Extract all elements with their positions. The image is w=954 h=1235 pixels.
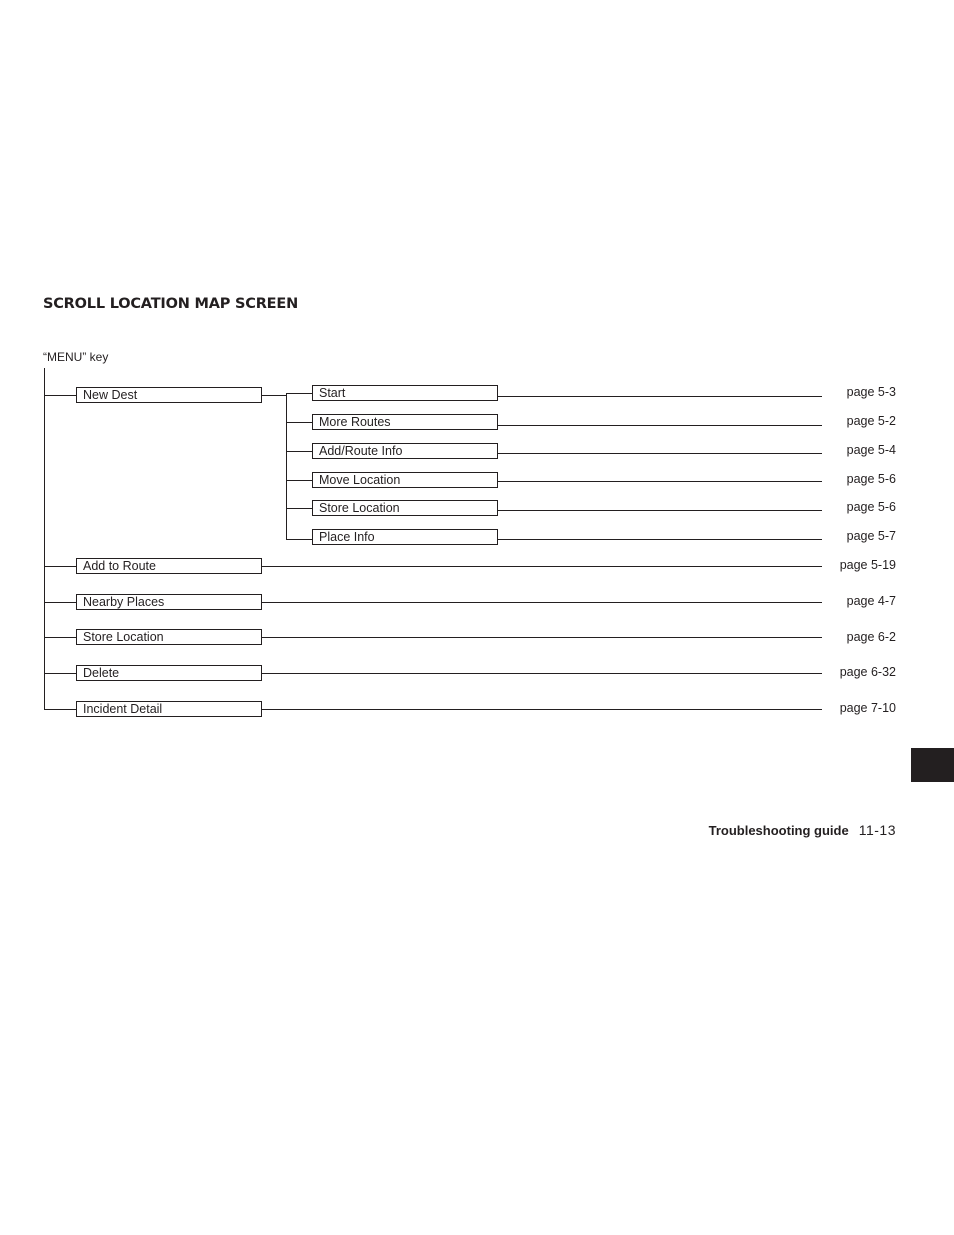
leader-line [262, 673, 822, 674]
page-ref-add-route-info: page 5-4 [846, 443, 896, 457]
menu-item-delete[interactable]: Delete [76, 665, 262, 681]
connector-line [44, 566, 76, 567]
page-ref-more-routes: page 5-2 [846, 414, 896, 428]
connector-line [44, 602, 76, 603]
branch-line [286, 393, 287, 540]
menu-key-label: “MENU” key [43, 350, 109, 364]
page-ref-start: page 5-3 [846, 385, 896, 399]
leader-line [498, 539, 822, 540]
connector-line [286, 393, 312, 394]
footer-page-number: 11-13 [858, 822, 896, 838]
page-ref-place-info: page 5-7 [846, 529, 896, 543]
leader-line [498, 396, 822, 397]
submenu-item-start[interactable]: Start [312, 385, 498, 401]
menu-item-new-dest[interactable]: New Dest [76, 387, 262, 403]
submenu-item-add-route-info[interactable]: Add/Route Info [312, 443, 498, 459]
connector-line [286, 539, 312, 540]
section-title: SCROLL LOCATION MAP SCREEN [43, 296, 299, 312]
leader-line [498, 425, 822, 426]
page-ref-incident-detail: page 7-10 [839, 701, 896, 715]
leader-line [498, 481, 822, 482]
leader-line [262, 709, 822, 710]
submenu-item-move-location[interactable]: Move Location [312, 472, 498, 488]
page-ref-store-location-sub: page 5-6 [846, 500, 896, 514]
leader-line [262, 602, 822, 603]
menu-item-incident-detail[interactable]: Incident Detail [76, 701, 262, 717]
menu-item-store-location[interactable]: Store Location [76, 629, 262, 645]
connector-line [286, 480, 312, 481]
menu-item-add-to-route[interactable]: Add to Route [76, 558, 262, 574]
menu-item-nearby-places[interactable]: Nearby Places [76, 594, 262, 610]
page-ref-nearby-places: page 4-7 [846, 594, 896, 608]
submenu-item-place-info[interactable]: Place Info [312, 529, 498, 545]
leader-line [262, 637, 822, 638]
submenu-item-store-location[interactable]: Store Location [312, 500, 498, 516]
page-ref-move-location: page 5-6 [846, 472, 896, 486]
connector-line [286, 451, 312, 452]
connector-line [44, 637, 76, 638]
submenu-item-more-routes[interactable]: More Routes [312, 414, 498, 430]
tree-trunk-line [44, 368, 45, 710]
page-ref-delete: page 6-32 [839, 665, 896, 679]
connector-line [286, 422, 312, 423]
connector-line [286, 508, 312, 509]
leader-line [498, 453, 822, 454]
page-footer [709, 822, 896, 838]
leader-line [262, 566, 822, 567]
section-thumb-tab [911, 748, 954, 782]
connector-line [44, 395, 76, 396]
page-ref-add-to-route: page 5-19 [839, 558, 896, 572]
connector-line [262, 395, 286, 396]
leader-line [498, 510, 822, 511]
connector-line [44, 673, 76, 674]
footer-section-title: Troubleshooting guide [708, 823, 849, 838]
connector-line [44, 709, 76, 710]
page-ref-store-location: page 6-2 [846, 630, 896, 644]
